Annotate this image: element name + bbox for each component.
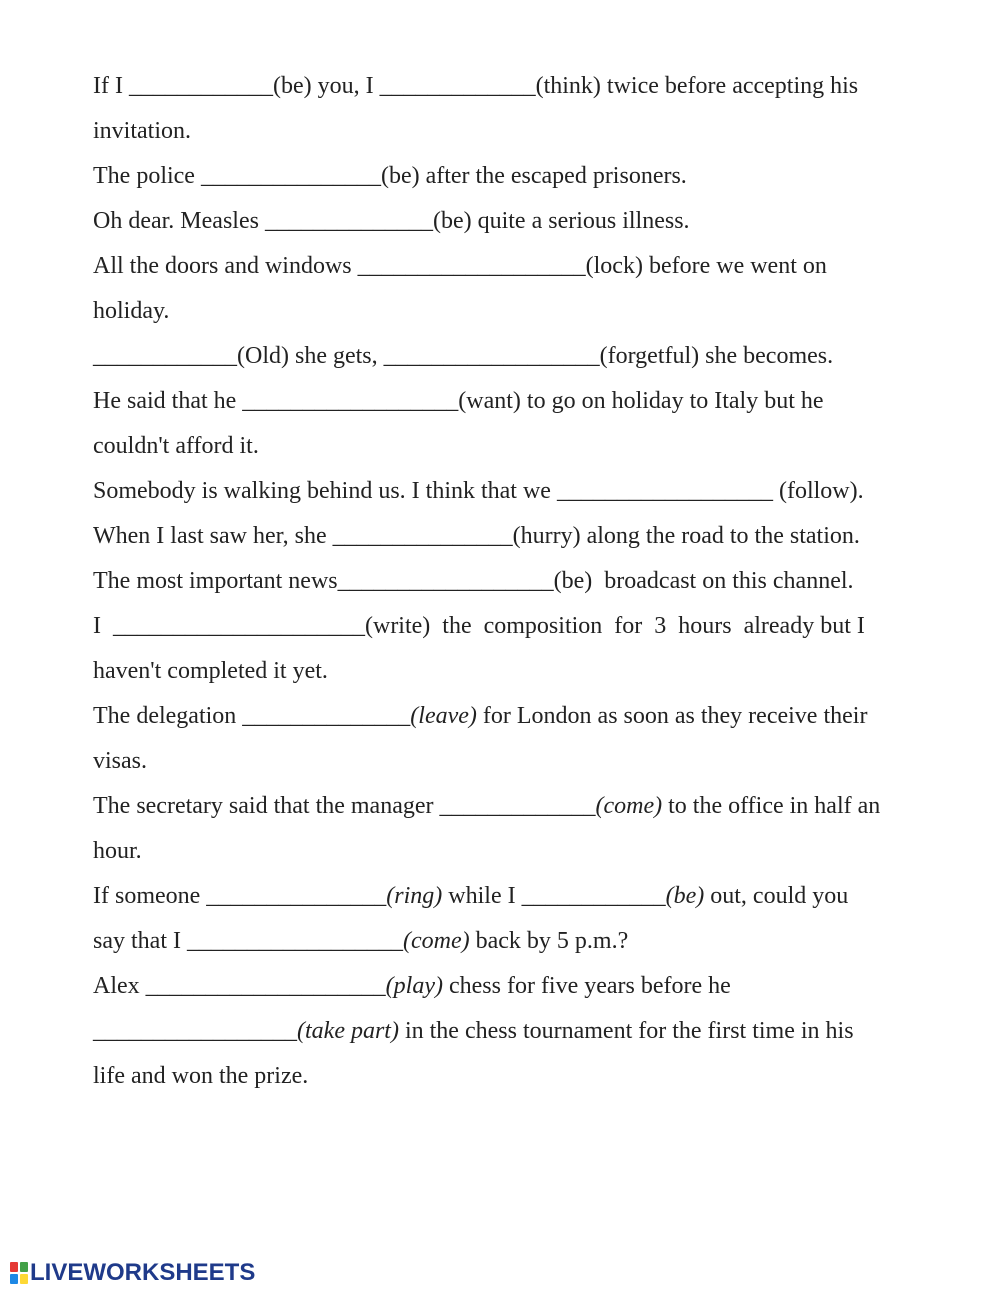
line-text: holiday. — [93, 298, 170, 324]
line-text: When I last saw her, she _______________(hurry) along the road to the station. — [93, 523, 860, 549]
exercise-line — [93, 469, 963, 514]
line-text: for London as soon as they receive their — [476, 703, 868, 729]
exercise-line — [93, 964, 963, 1009]
line-text: Somebody is walking behind us. I think that we __________________ (follow). — [93, 478, 864, 504]
line-text: The delegation ______________ — [93, 703, 411, 729]
line-text: hour. — [93, 838, 142, 864]
logo-square-green — [20, 1262, 28, 1272]
exercise-line — [93, 199, 963, 244]
line-text: _________________ — [93, 1018, 297, 1044]
line-text: chess for five years before he — [442, 973, 731, 999]
exercise-line — [93, 919, 963, 964]
logo-square-red — [10, 1262, 18, 1272]
line-text: to the office in half an — [662, 793, 881, 819]
exercise-line — [93, 64, 963, 109]
exercise-line — [93, 379, 963, 424]
line-text: haven't completed it yet. — [93, 658, 328, 684]
line-text: The most important news__________________(be) broadcast on this channel. — [93, 568, 854, 594]
exercise-line — [93, 559, 963, 604]
line-text: life and won the prize. — [93, 1063, 309, 1089]
line-text: The police _______________(be) after the escaped prisoners. — [93, 163, 687, 189]
line-text: If someone _______________ — [93, 883, 387, 909]
line-text: in the chess tournament for the first time in his — [398, 1018, 854, 1044]
liveworksheets-logo-icon — [10, 1262, 28, 1284]
exercise-line — [93, 649, 963, 694]
exercise-line — [93, 1009, 963, 1054]
verb-hint: (come) — [402, 928, 470, 954]
exercise-line — [93, 109, 963, 154]
line-text: Alex ____________________ — [93, 973, 386, 999]
line-text: Oh dear. Measles ______________(be) quite a serious illness. — [93, 208, 690, 234]
exercise-line — [93, 874, 963, 919]
liveworksheets-logo — [10, 1259, 255, 1287]
line-text: All the doors and windows ___________________(lock) before we went on — [93, 253, 827, 279]
verb-hint: (be) — [665, 883, 705, 909]
exercise-line — [93, 424, 963, 469]
verb-hint: (play) — [385, 973, 443, 999]
line-text: while I ____________ — [442, 883, 666, 909]
exercise-line — [93, 694, 963, 739]
line-text: couldn't afford it. — [93, 433, 259, 459]
exercise-line — [93, 829, 963, 874]
worksheet-exercise — [93, 64, 963, 1099]
verb-hint: (come) — [595, 793, 663, 819]
exercise-line — [93, 604, 963, 649]
logo-square-blue — [10, 1274, 18, 1284]
line-text: I _____________________(write) the composition for 3 hours already but I — [93, 613, 865, 639]
logo-text: LIVEWORKSHEETS — [30, 1259, 256, 1286]
line-text: back by 5 p.m.? — [469, 928, 629, 954]
exercise-line — [93, 514, 963, 559]
line-text: out, could you — [704, 883, 849, 909]
exercise-line — [93, 154, 963, 199]
exercise-line — [93, 244, 963, 289]
exercise-line — [93, 784, 963, 829]
verb-hint: (take part) — [297, 1018, 399, 1044]
line-text: If I ____________(be) you, I _____________(think) twice before accepting his — [93, 73, 859, 99]
line-text: The secretary said that the manager _____________ — [93, 793, 596, 819]
logo-square-yellow — [20, 1274, 28, 1284]
line-text: ____________(Old) she gets, __________________(forgetful) she becomes. — [93, 343, 834, 369]
verb-hint: (ring) — [386, 883, 443, 909]
exercise-line — [93, 1054, 963, 1099]
line-text: He said that he __________________(want) to go on holiday to Italy but he — [93, 388, 824, 414]
exercise-line — [93, 334, 963, 379]
line-text: say that I __________________ — [93, 928, 403, 954]
line-text: visas. — [93, 748, 147, 774]
verb-hint: (leave) — [410, 703, 477, 729]
exercise-line — [93, 739, 963, 784]
exercise-line — [93, 289, 963, 334]
line-text: invitation. — [93, 118, 191, 144]
